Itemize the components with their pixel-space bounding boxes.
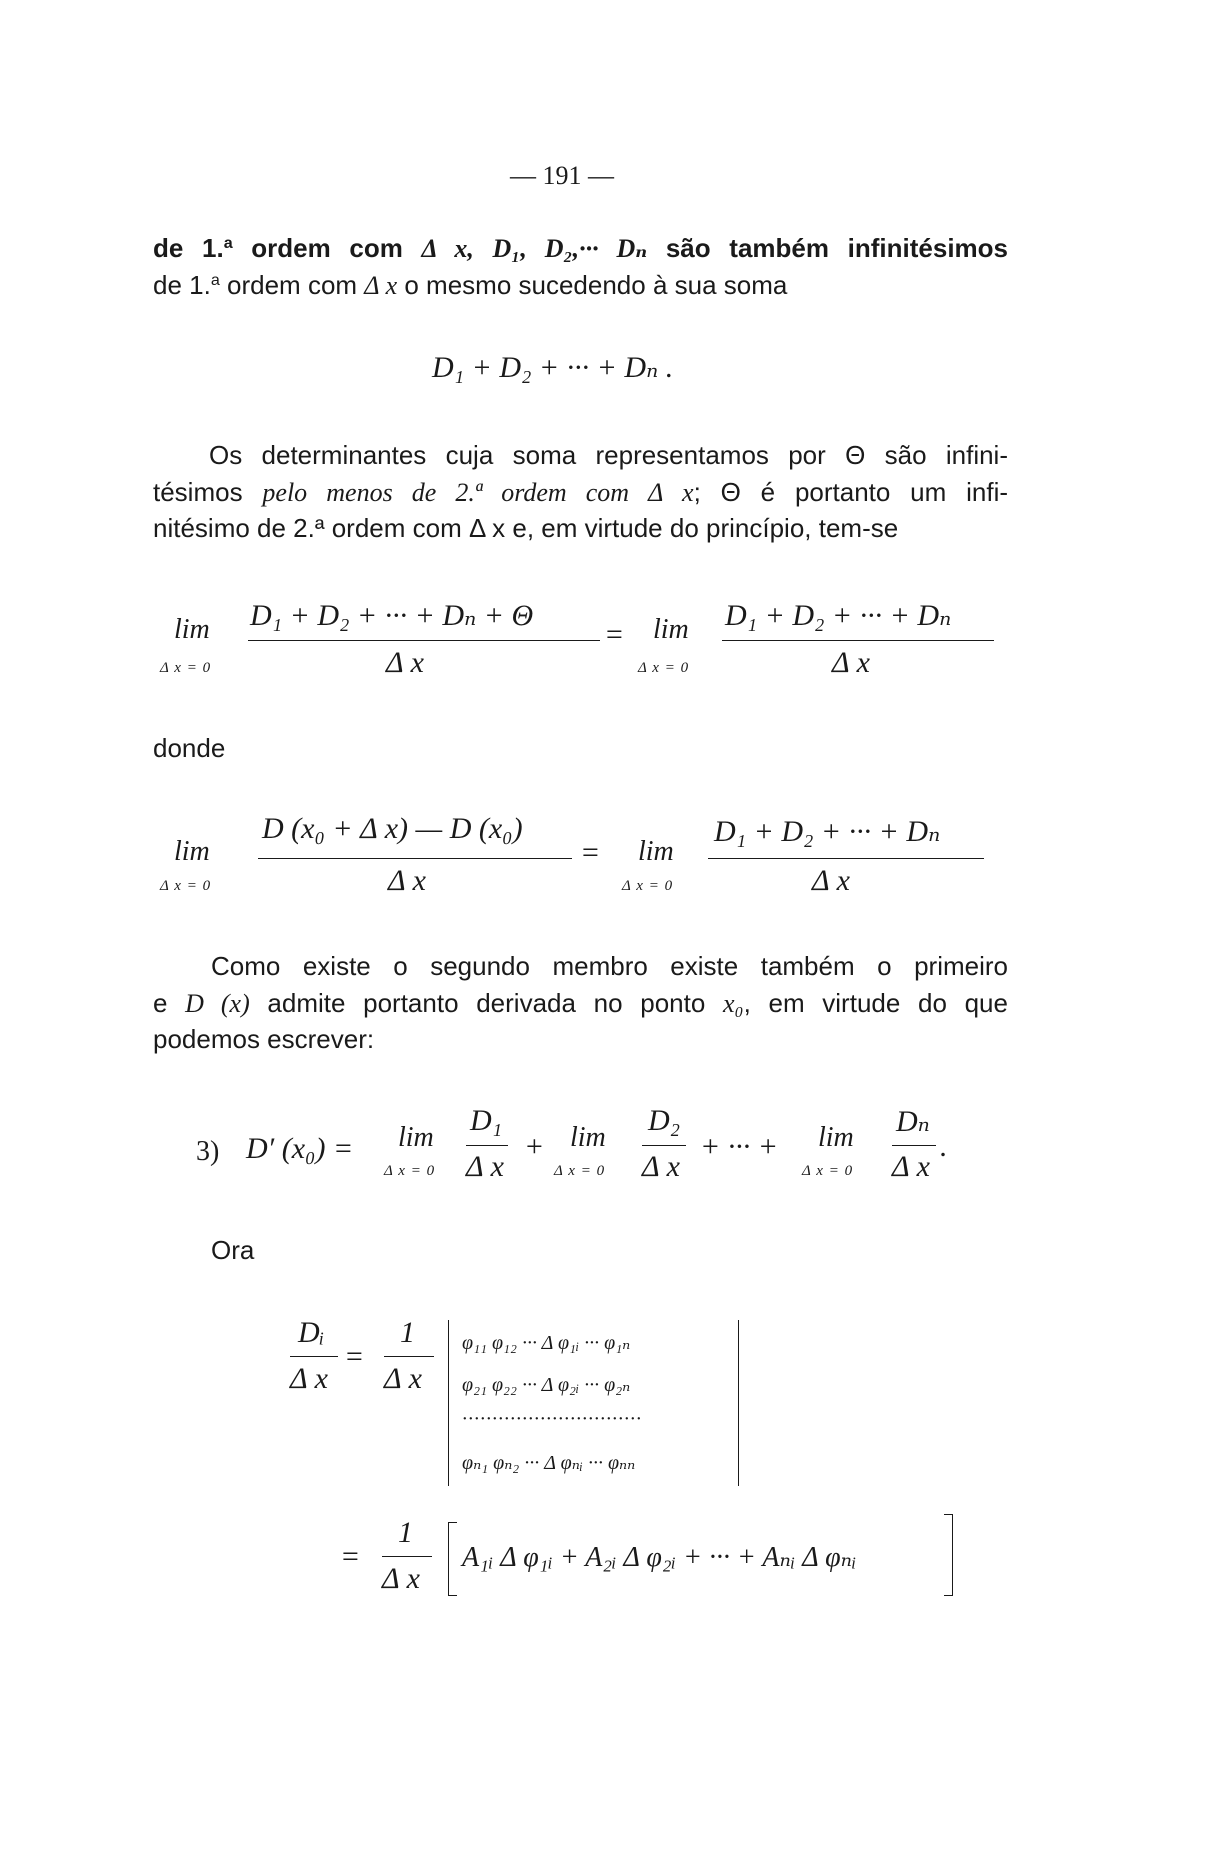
eq2-fraction-bar-left bbox=[258, 858, 572, 859]
eq3-limsub-3: Δ x = 0 bbox=[802, 1163, 854, 1179]
eq3-numerator-2: D₂ bbox=[648, 1104, 681, 1137]
eq1-denominator-right: Δ x bbox=[832, 646, 870, 679]
eq2-fraction-bar-right bbox=[708, 858, 984, 859]
eq5-body: A₁ᵢ Δ φ₁ᵢ + A₂ᵢ Δ φ₂ᵢ + ··· + Aₙᵢ Δ φₙᵢ bbox=[462, 1542, 857, 1573]
eq3-numerator-3: Dₙ bbox=[896, 1105, 930, 1138]
determinant-row-3: ······························ bbox=[462, 1408, 642, 1430]
paragraph-3-line-2: e D (x) admite portanto derivada no ponto x₀, em virtude do que bbox=[153, 987, 1008, 1018]
eq3-end-period: . bbox=[940, 1130, 948, 1163]
eq3-plus-1: + bbox=[524, 1130, 545, 1163]
eq3-dots: + ··· + bbox=[700, 1130, 778, 1163]
eq5-right-bracket bbox=[944, 1514, 953, 1596]
donde-text: donde bbox=[153, 733, 226, 763]
eq1-numerator-right: D₁ + D₂ + ··· + Dₙ bbox=[725, 599, 952, 632]
paragraph-2-line-3: nitésimo de 2.ª ordem com Δ x e, em virtude do princípio, tem-se bbox=[153, 513, 899, 543]
determinant-row-1: φ₁₁ φ₁₂ ··· Δ φ₁ᵢ ··· φ₁ₙ bbox=[462, 1332, 631, 1354]
eq1-equals: = bbox=[604, 618, 625, 651]
eq3-numerator-1: D₁ bbox=[470, 1104, 503, 1137]
eq4-lhs-denominator: Δ x bbox=[290, 1362, 328, 1395]
equation-sum: D₁ + D₂ + ··· + Dₙ . bbox=[432, 351, 674, 384]
determinant-row-4: φₙ₁ φₙ₂ ··· Δ φₙᵢ ··· φₙₙ bbox=[462, 1452, 636, 1474]
eq1-denominator-left: Δ x bbox=[386, 646, 424, 679]
eq1-fraction-bar-left bbox=[248, 640, 600, 641]
eq2-limsub-left: Δ x = 0 bbox=[160, 878, 212, 894]
eq3-fraction-bar-3 bbox=[892, 1145, 936, 1146]
eq3-limsub-2: Δ x = 0 bbox=[554, 1163, 606, 1179]
page-number: — 191 — bbox=[510, 161, 614, 190]
eq3-denominator-2: Δ x bbox=[642, 1150, 680, 1183]
eq2-equals: = bbox=[580, 836, 601, 869]
eq5-equals: = bbox=[340, 1540, 361, 1573]
eq1-lim-right: lim bbox=[653, 614, 689, 645]
eq2-denominator-left: Δ x bbox=[388, 864, 426, 897]
eq1-limsub-right: Δ x = 0 bbox=[638, 660, 690, 676]
eq5-denominator: Δ x bbox=[382, 1562, 420, 1595]
paragraph-2-line-1: Os determinantes cuja soma representamos por Θ são infini- bbox=[209, 440, 1008, 470]
paragraph-2 bbox=[153, 437, 1008, 547]
eq2-numerator-left: D (x₀ + Δ x) — D (x₀) bbox=[262, 812, 523, 845]
eq1-numerator-left: D₁ + D₂ + ··· + Dₙ + Θ bbox=[250, 599, 534, 632]
eq1-limsub-left: Δ x = 0 bbox=[160, 660, 212, 676]
eq2-lim-left: lim bbox=[174, 836, 210, 867]
eq3-fraction-bar-2 bbox=[642, 1145, 686, 1146]
eq4-denominator: Δ x bbox=[384, 1362, 422, 1395]
determinant-right-bar bbox=[738, 1320, 739, 1486]
eq3-lim-3: lim bbox=[818, 1122, 854, 1153]
eq4-one: 1 bbox=[400, 1316, 415, 1349]
eq3-label: 3) bbox=[196, 1136, 220, 1167]
paragraph-1 bbox=[153, 225, 1008, 298]
paragraph-2-line-2: tésimos pelo menos de 2.ª ordem com Δ x; Θ é portanto um infi- bbox=[153, 476, 1008, 507]
eq3-limsub-1: Δ x = 0 bbox=[384, 1163, 436, 1179]
eq2-numerator-right: D₁ + D₂ + ··· + Dₙ bbox=[714, 815, 941, 848]
ora-text: Ora bbox=[211, 1235, 255, 1265]
eq5-one: 1 bbox=[398, 1516, 413, 1549]
eq2-lim-right: lim bbox=[638, 836, 674, 867]
eq4-lhs-numerator: Dᵢ bbox=[298, 1316, 325, 1349]
determinant-row-2: φ₂₁ φ₂₂ ··· Δ φ₂ᵢ ··· φ₂ₙ bbox=[462, 1374, 631, 1396]
eq3-lim-2: lim bbox=[570, 1122, 606, 1153]
eq5-left-bracket bbox=[448, 1522, 457, 1596]
eq2-limsub-right: Δ x = 0 bbox=[622, 878, 674, 894]
eq4-equals: = bbox=[344, 1340, 365, 1373]
eq4-lhs-fraction-bar bbox=[290, 1356, 338, 1357]
eq5-fraction-bar bbox=[382, 1556, 432, 1557]
eq3-denominator-3: Δ x bbox=[892, 1150, 930, 1183]
eq3-lim-1: lim bbox=[398, 1122, 434, 1153]
paragraph-3-line-1: Como existe o segundo membro existe também o primeiro bbox=[211, 951, 1008, 981]
eq4-fraction-bar bbox=[384, 1356, 434, 1357]
paragraph-3 bbox=[153, 948, 1008, 1058]
paragraph-3-line-3: podemos escrever: bbox=[153, 1024, 375, 1054]
paragraph-1-line-1: de 1.$^a$ ordem com Δ x, D₁, D₂,··· Dₙ são também infinitésimos bbox=[153, 232, 1009, 263]
eq3-lhs: D′ (x₀) = bbox=[246, 1132, 354, 1165]
paragraph-1-line-2: de 1.$^a$ ordem com Δ x o mesmo sucedendo à sua soma bbox=[153, 269, 788, 300]
eq1-lim-left: lim bbox=[174, 614, 210, 645]
determinant-left-bar bbox=[448, 1320, 449, 1486]
eq2-denominator-right: Δ x bbox=[812, 864, 850, 897]
eq1-fraction-bar-right bbox=[722, 640, 994, 641]
eq3-denominator-1: Δ x bbox=[466, 1150, 504, 1183]
eq3-fraction-bar-1 bbox=[466, 1145, 508, 1146]
